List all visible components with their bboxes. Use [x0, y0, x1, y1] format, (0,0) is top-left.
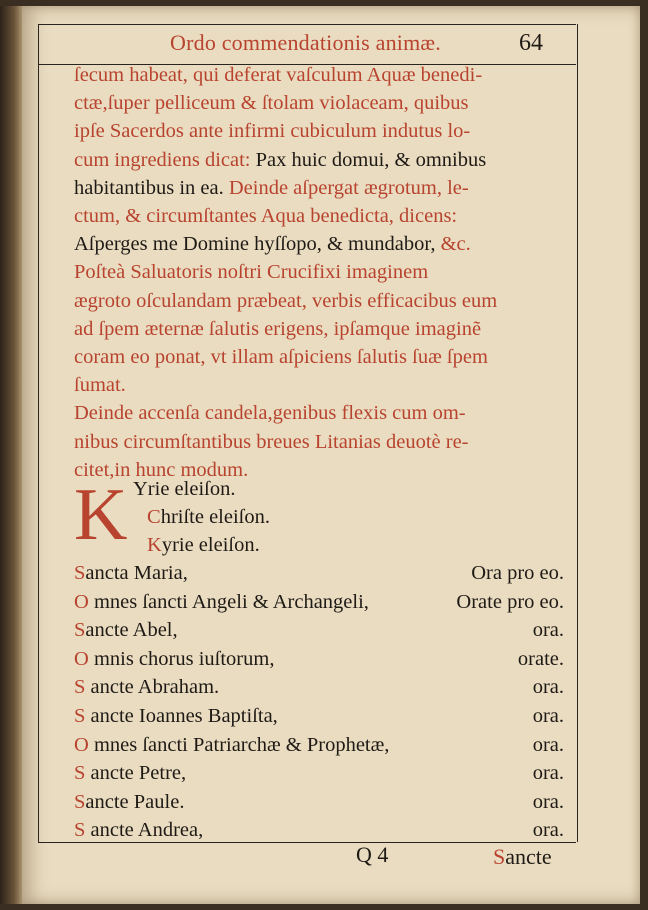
- invocation-initial: O: [74, 733, 89, 756]
- invocation-text: mnis chorus iuſtorum,: [88, 647, 275, 670]
- body-line-text: ægroto oſculandam præbeat, verbis efficacibus eum: [74, 289, 498, 312]
- body-line: [74, 64, 482, 87]
- response: ora.: [532, 733, 564, 756]
- body-line-text: ad ſpem æternæ ſalutis erigens, ipſamque imaginẽ: [74, 317, 482, 340]
- body-line-text: nibus circumſtantibus breues Litanias deuotè re-: [74, 430, 469, 453]
- body-line-tail: Deinde aſpergat ægrotum, le-: [223, 176, 469, 199]
- body-line: [74, 149, 486, 172]
- litany-row: [74, 734, 564, 762]
- invocation-text: ancte Abel,: [85, 619, 178, 642]
- invocation-initial: S: [74, 562, 86, 584]
- invocation: [74, 591, 369, 614]
- body-line-text: ctum, & circumſtantes Aqua benedicta, dicens:: [74, 205, 458, 227]
- invocation: [74, 705, 278, 728]
- invocation: [74, 762, 186, 785]
- invocation-initial: S: [74, 705, 86, 727]
- top-rule: [38, 24, 576, 25]
- litany-row: [74, 705, 564, 733]
- response: orate.: [517, 647, 564, 670]
- catchword-initial: S: [493, 844, 506, 869]
- litany-row: [74, 819, 564, 847]
- body-line-tail: &c.: [435, 233, 471, 256]
- invocation-initial: S: [74, 819, 86, 842]
- kyrie-line: [147, 506, 270, 529]
- body-line: [74, 290, 497, 313]
- body-line-text: Poſteà Saluatoris noſtri Crucifixi imaginem: [74, 261, 429, 284]
- response: ora.: [532, 619, 564, 642]
- invocation-text: ancte Andrea,: [85, 819, 204, 842]
- invocation-initial: O: [74, 590, 89, 613]
- body-line-text: ctæ,ſuper pelliceum & ſtolam violaceam, quibus: [74, 92, 469, 115]
- body-line-text: citet,in hunc modum.: [74, 458, 249, 481]
- body-line: [74, 120, 470, 143]
- response: ora.: [532, 676, 564, 699]
- response: ora.: [532, 705, 564, 727]
- body-line: [74, 233, 471, 256]
- body-line: [74, 261, 428, 284]
- litany-row: [74, 619, 564, 647]
- kyrie-initial: K: [147, 534, 162, 556]
- invocation-initial: S: [74, 762, 86, 785]
- response: ora.: [532, 762, 564, 785]
- body-line: [74, 177, 469, 200]
- body-line-text: coram eo ponat, vt illam aſpiciens ſalutis ſuæ ſpem: [74, 346, 488, 368]
- drop-cap: K: [74, 474, 128, 556]
- invocation-text: ancte Paule.: [85, 790, 185, 813]
- invocation: [74, 619, 178, 642]
- body-line: [74, 346, 488, 369]
- running-header: Ordo commendationis animæ.: [170, 30, 441, 55]
- invocation: [74, 648, 274, 671]
- invocation-text: ancte Ioannes Baptiſta,: [85, 705, 278, 727]
- body-line-tail: Pax huic domui, & omnibus: [250, 148, 487, 171]
- body-line-text: Aſperges me Domine hyſſopo, & mundabor,: [74, 233, 436, 256]
- invocation-text: ancte Petre,: [85, 762, 187, 785]
- book-gutter: [0, 6, 24, 904]
- litany-row: [74, 791, 564, 819]
- invocation-initial: S: [74, 619, 86, 642]
- response: Orate pro eo.: [456, 590, 564, 613]
- body-line: [74, 205, 457, 228]
- body-line: [74, 92, 469, 115]
- invocation: [74, 819, 203, 842]
- invocation-text: ancta Maria,: [85, 562, 188, 584]
- response: Ora pro eo.: [471, 562, 564, 584]
- kyrie-text: hriſte eleiſon.: [160, 506, 270, 528]
- body-line: [74, 402, 466, 425]
- invocation-initial: S: [74, 790, 86, 813]
- body-line-text: cum ingrediens dicat:: [74, 148, 251, 171]
- litany-row: [74, 762, 564, 790]
- litany-row: [74, 591, 564, 619]
- litany-row: [74, 648, 564, 676]
- body-line-text: ipſe Sacerdos ante infirmi cubiculum indutus lo-: [74, 120, 471, 143]
- invocation-initial: S: [74, 676, 86, 699]
- body-line-text: habitantibus in ea.: [74, 176, 224, 199]
- response: ora.: [532, 819, 564, 842]
- invocation: [74, 791, 184, 814]
- signature-mark: Q 4: [356, 842, 389, 867]
- kyrie-line: [147, 534, 260, 557]
- body-line: [74, 374, 126, 397]
- invocation: [74, 734, 389, 757]
- kyrie-text: Yrie eleiſon.: [133, 478, 236, 500]
- body-line: [74, 318, 481, 341]
- kyrie-text: yrie eleiſon.: [161, 534, 260, 556]
- invocation-text: ancte Abraham.: [85, 676, 220, 699]
- page-number: 64: [519, 30, 543, 56]
- response: ora.: [532, 790, 564, 813]
- litany-row: [74, 562, 564, 590]
- invocation: [74, 676, 219, 699]
- catchword: [493, 844, 552, 870]
- invocation: [74, 562, 188, 585]
- body-line-text: ſumat.: [74, 374, 126, 397]
- invocation-text: mnes ſancti Angeli & Archangeli,: [88, 590, 369, 613]
- kyrie-initial: C: [147, 506, 161, 528]
- body-line: [74, 431, 469, 454]
- catchword-rest: ancte: [505, 844, 552, 869]
- invocation-initial: O: [74, 647, 89, 670]
- body-line-text: ſecum habeat, qui deferat vaſculum Aquæ benedi-: [74, 64, 483, 86]
- body-line-text: Deinde accenſa candela,genibus flexis cum om-: [74, 402, 466, 425]
- kyrie-line: [133, 478, 235, 501]
- invocation-text: mnes ſancti Patriarchæ & Prophetæ,: [88, 733, 390, 756]
- litany-row: [74, 676, 564, 704]
